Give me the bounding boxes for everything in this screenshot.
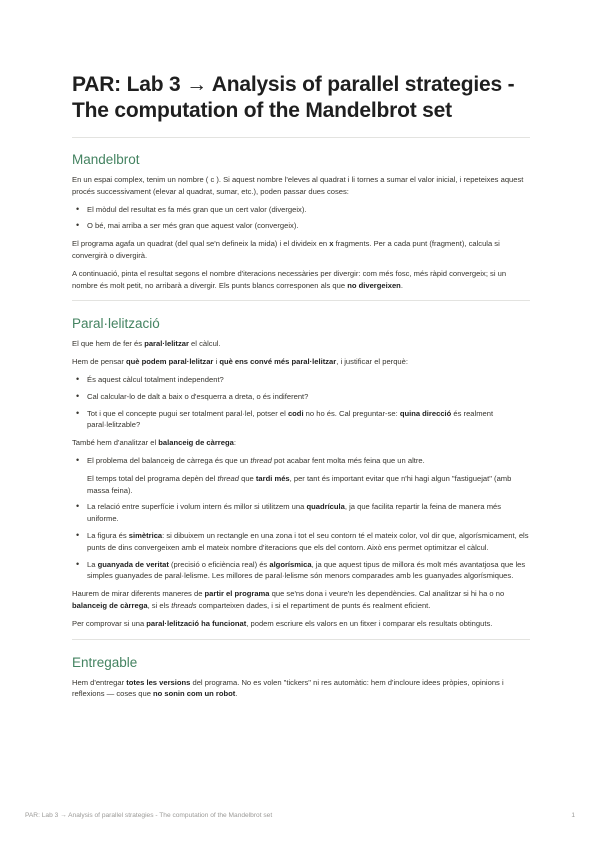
paragraph: Hem d'entregar totes les versions del programa. No es volen "tickers" ni res automàtic: hem d'incloure idees pròpies, opinions i reflexions — coses que no sonin com un robot. — [72, 677, 504, 699]
section-heading-entregable: Entregable — [72, 654, 138, 670]
section-heading-parallelization: Paral·lelització — [72, 316, 160, 332]
bullet-list — [72, 374, 530, 431]
footer-title: PAR: Lab 3 → Analysis of parallel strategies - The computation of the Mandelbrot set — [25, 812, 273, 819]
section-heading-mandelbrot: Mandelbrot — [72, 152, 140, 167]
list-item: • Tot i que el concepte pugui ser totalment paral·lel, potser el codi no ho és. Cal preguntar-se: quina direcció és realment paral·lelitzable? — [72, 408, 530, 432]
list-item: • La guanyada de veritat (precisió o eficiència real) és algorísmica, ja que aquest tipus de millora és molt més avantatjosa que les simples guanyades de paral·lelisme. Les millores de paral·lelisme són menors comparades amb les guanyades algorísmiques. — [72, 559, 530, 583]
list-item: • O bé, mai arriba a ser més gran que aquest valor (convergeix). — [72, 220, 530, 232]
paragraph: Haurem de mirar diferents maneres de partir el programa que se'ns dona i veure'n les dependències. Cal analitzar si hi ha o no balanceig de càrrega, si els threads comparteixen dades, i si el repartiment de punts és realment eficient. — [72, 589, 505, 610]
list-item: • És aquest càlcul totalment independent? — [72, 374, 530, 386]
list-item: • La figura és simètrica: si dibuixem un rectangle en una zona i tot el seu contorn té el mateix color, vol dir que, algorísmicament, els punts de dins convergeixen amb el mateix nombre d'iteracions que els del contorn. Això ens permet optimitzar el càlcul. — [72, 530, 530, 554]
page-content — [72, 72, 530, 700]
list-item: • Cal calcular-lo de dalt a baix o d'esquerra a dreta, o és indiferent? — [72, 391, 530, 403]
paragraph: En un espai complex, tenim un nombre ( c ). Si aquest nombre l'eleves al quadrat i li tornes a sumar el valor inicial, i repeteixes aquest procés successivament (elevar al quadrat, sumar, etc.), poden passar dues coses: — [72, 175, 524, 196]
list-item: • La relació entre superfície i volum intern és millor si utilitzem una quadrícula, ja que facilita repartir la feina de manera més uniforme. — [72, 501, 530, 525]
section-entregable — [72, 654, 530, 701]
title-divider — [72, 137, 530, 138]
page-footer — [25, 812, 575, 819]
page-title: PAR: Lab 3 → Analysis of parallel strategies - The computation of the Mandelbrot set — [72, 73, 515, 122]
paragraph: Hem de pensar què podem paral·lelitzar i què ens convé més paral·lelitzar, i justificar el perquè: — [72, 357, 408, 367]
bullet-list — [72, 204, 530, 233]
section-divider — [72, 639, 530, 640]
section-mandelbrot — [72, 151, 530, 301]
bullet-list — [72, 455, 530, 582]
section-parallelization — [72, 315, 530, 639]
list-item: • El mòdul del resultat es fa més gran que un cert valor (divergeix). — [72, 204, 530, 216]
paragraph: Per comprovar si una paral·lelització ha funcionat, podem escriure els valors en un fitxer i comparar els resultats obtinguts. — [72, 618, 493, 628]
paragraph: A continuació, pinta el resultat segons el nombre d'iteracions necessàries per divergir: com més fosc, més ràpid convergeix; si un nombre és molt petit, no arribarà a divergir. Els punts blancs corresponen als que no divergeixen. — [72, 268, 507, 290]
paragraph: El que hem de fer és paral·lelitzar el càlcul. — [72, 339, 221, 349]
list-item: • El problema del balanceig de càrrega és que un thread pot acabar fent molta més feina que un altre. El temps total del programa depèn del thread que tardi més, per tant és important evitar que n'hi hagi algun "fastiguejat" (amb massa feina). — [72, 455, 530, 496]
page-number: 1 — [571, 812, 575, 819]
paragraph: El programa agafa un quadrat (del qual se'n defineix la mida) i el divideix en x fragments. Per a cada punt (fragment), calcula si convergirà o divergirà. — [72, 239, 500, 260]
section-divider — [72, 300, 530, 301]
paragraph: També hem d'analitzar el balanceig de càrrega: — [72, 438, 236, 448]
